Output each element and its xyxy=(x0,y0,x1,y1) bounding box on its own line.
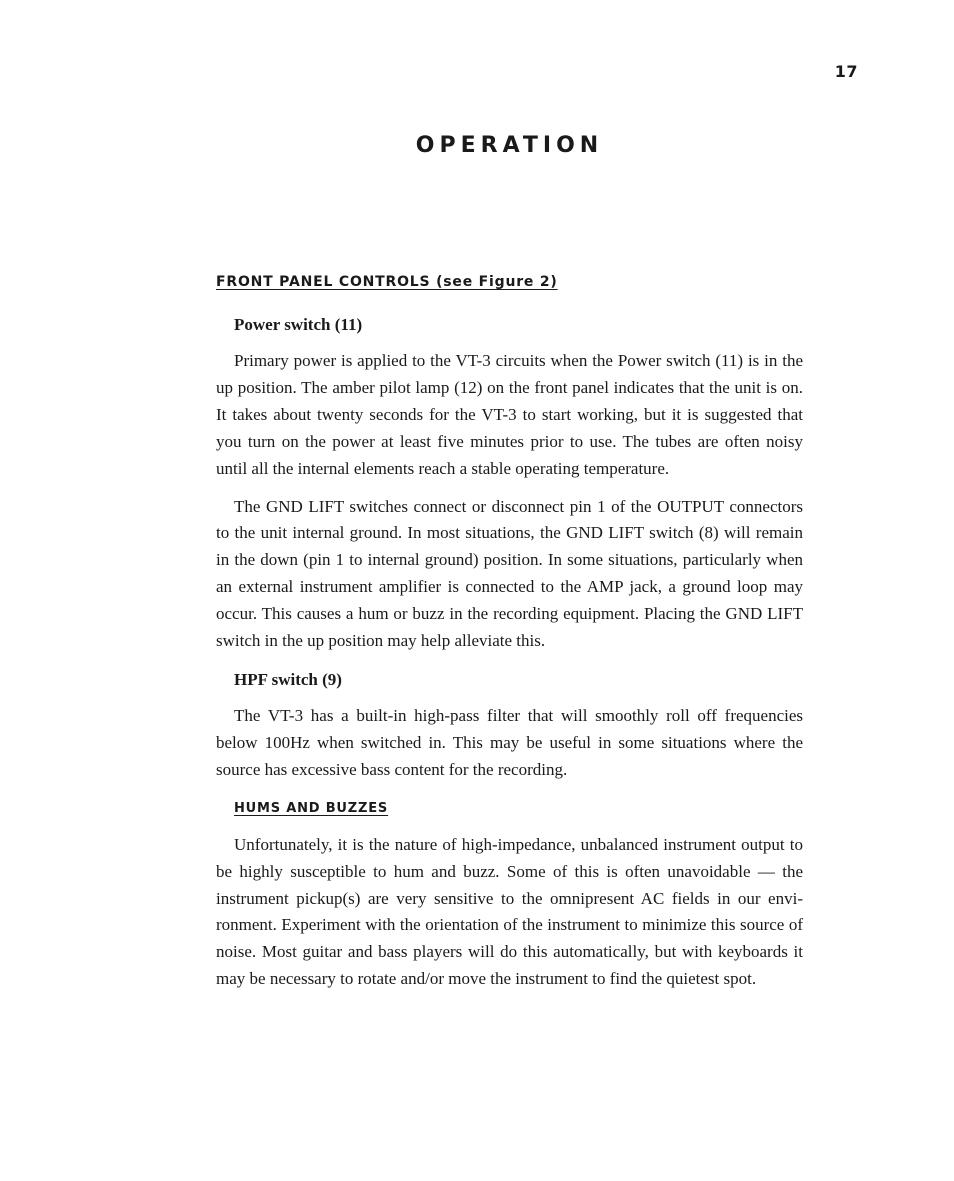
paragraph-gnd-lift: The GND LIFT switches connect or disconnect pin 1 of the OUTPUT connectors to the unit internal ground. In most situations, the GND LIFT switch (8) will remain in the down (pin 1 to internal ground) position. In some situations, particularly when an external instrument amplifier is connected to the AMP jack, a ground loop may occur. This causes a hum or buzz in the recording equipment. Placing the GND LIFT switch in the up position may help alleviate this. xyxy=(216,496,803,651)
subsection-heading-power-switch: Power switch (11) xyxy=(234,315,363,334)
page-title: OPERATION xyxy=(415,133,604,158)
section-heading-front-panel-controls: FRONT PANEL CONTROLS (see Figure 2) xyxy=(216,274,558,290)
subsection-heading-hpf-switch: HPF switch (9) xyxy=(234,669,342,689)
paragraph-hums-and-buzzes: Unfortunately, it is the nature of high-impedance, unbalanced instrument output to be highly susceptible to hum and buzz. Some of this is often unavoidable — the instrument pickup(s) are very sensitive to the omnipresent AC fields in our environment. Experiment with the orientation of the instrument to minimize this source of noise. Most guitar and bass players will do this automatically, but with keyboards it may be necessary to rotate and/or move the instrument to find the quietest spot. xyxy=(216,834,803,989)
paragraph-hpf-switch: The VT-3 has a built-in high-pass filter that will smoothly roll off frequencies below 100Hz when switched in. This may be useful in some situations where the source has excessive bass content for the recording. xyxy=(216,705,803,779)
page-body xyxy=(216,268,803,1004)
paragraph-power-switch: Primary power is applied to the VT-3 circuits when the Power switch (11) is in the up position. The amber pilot lamp (12) on the front panel indicates that the unit is on. It takes about twenty seconds for the VT-3 to start working, but it is suggested that you turn on the power at least five minutes prior to use. The tubes are often noisy until all the internal elements reach a stable operating temperature. xyxy=(216,351,803,478)
subsection-heading-hums-and-buzzes: HUMS AND BUZZES xyxy=(234,800,389,816)
page-number: 17 xyxy=(834,62,858,81)
